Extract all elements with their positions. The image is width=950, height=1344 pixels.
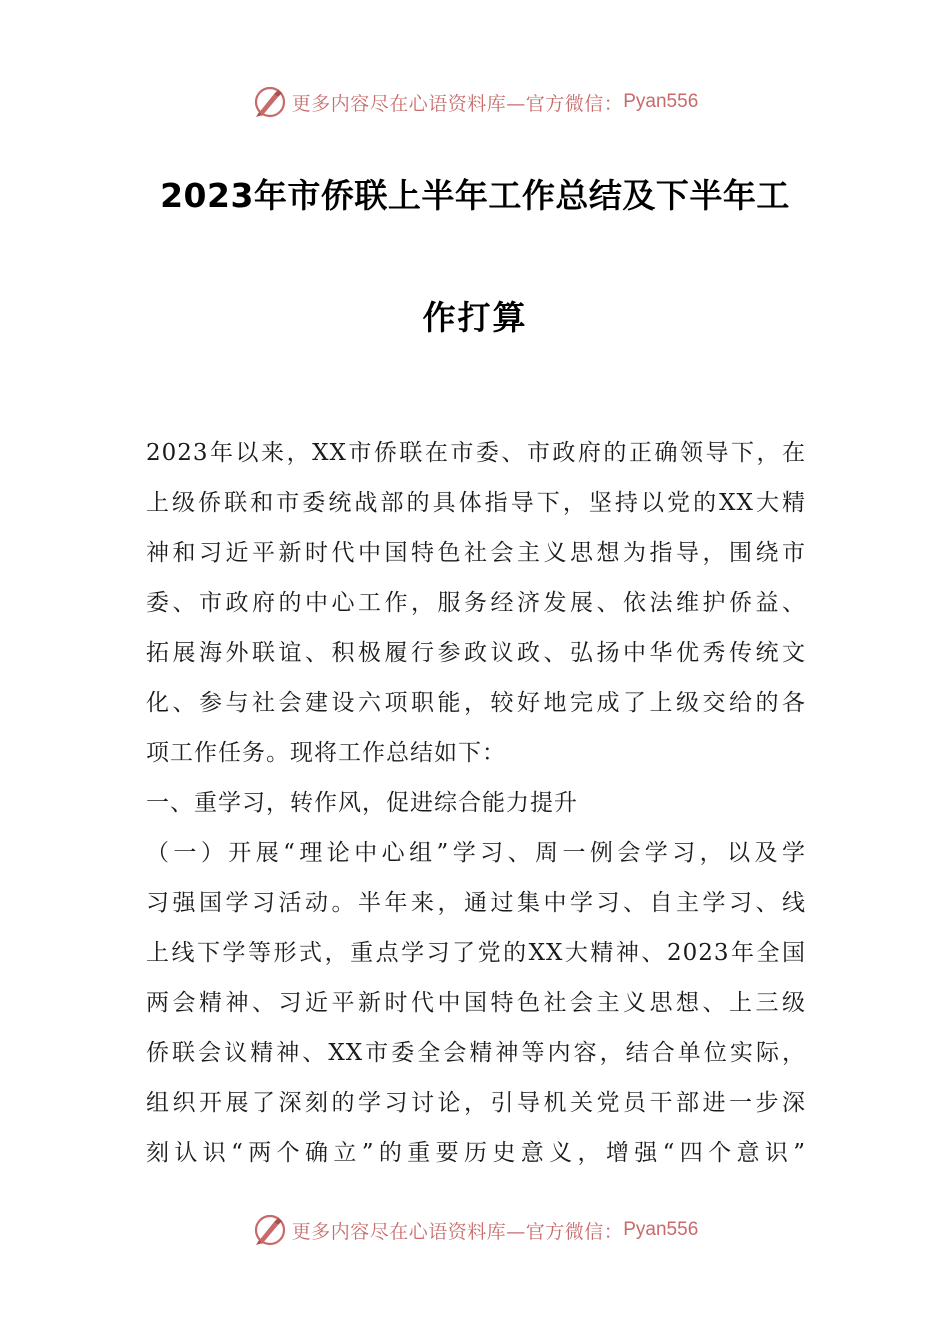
watermark-wechat-id: Pyan556 <box>623 1219 699 1240</box>
document-title-line-1: 2023年市侨联上半年工作总结及下半年工 <box>160 176 790 215</box>
watermark-banner-top <box>0 82 950 122</box>
body-line: 拓展海外联谊、积极履行参政议政、弘扬中华优秀传统文 <box>146 640 806 666</box>
pen-logo-icon <box>252 1212 288 1248</box>
document-body <box>146 428 806 1178</box>
body-line: 刻认识“两个确立”的重要历史意义，增强“四个意识” <box>146 1140 806 1166</box>
document-title-line-2: 作打算 <box>422 298 528 337</box>
watermark-text: 更多内容尽在心语资料库—官方微信： <box>291 1220 624 1243</box>
body-line: 上级侨联和市委统战部的具体指导下，坚持以党的XX大精 <box>146 490 806 516</box>
pen-logo-icon <box>252 84 288 120</box>
body-line: 化、参与社会建设六项职能，较好地完成了上级交给的各 <box>146 690 806 716</box>
body-line: 上线下学等形式，重点学习了党的XX大精神、2023年全国 <box>146 940 806 966</box>
section-heading: 一、重学习，转作风，促进综合能力提升 <box>146 790 578 816</box>
body-line: 侨联会议精神、XX市委全会精神等内容，结合单位实际， <box>146 1040 806 1066</box>
watermark-wechat-id: Pyan556 <box>623 91 699 112</box>
body-line: 委、市政府的中心工作，服务经济发展、依法维护侨益、 <box>146 590 806 616</box>
body-line: 项工作任务。现将工作总结如下： <box>146 740 506 766</box>
body-line: 两会精神、习近平新时代中国特色社会主义思想、上三级 <box>146 990 806 1016</box>
body-line: （一）开展“理论中心组”学习、周一例会学习，以及学 <box>146 840 806 866</box>
body-line: 神和习近平新时代中国特色社会主义思想为指导，围绕市 <box>146 540 806 566</box>
body-line: 习强国学习活动。半年来，通过集中学习、自主学习、线 <box>146 890 806 916</box>
body-line: 2023年以来，XX市侨联在市委、市政府的正确领导下，在 <box>146 440 806 466</box>
body-line: 组织开展了深刻的学习讨论，引导机关党员干部进一步深 <box>146 1090 806 1116</box>
watermark-banner-bottom <box>0 1210 950 1250</box>
watermark-text: 更多内容尽在心语资料库—官方微信： <box>291 92 624 115</box>
